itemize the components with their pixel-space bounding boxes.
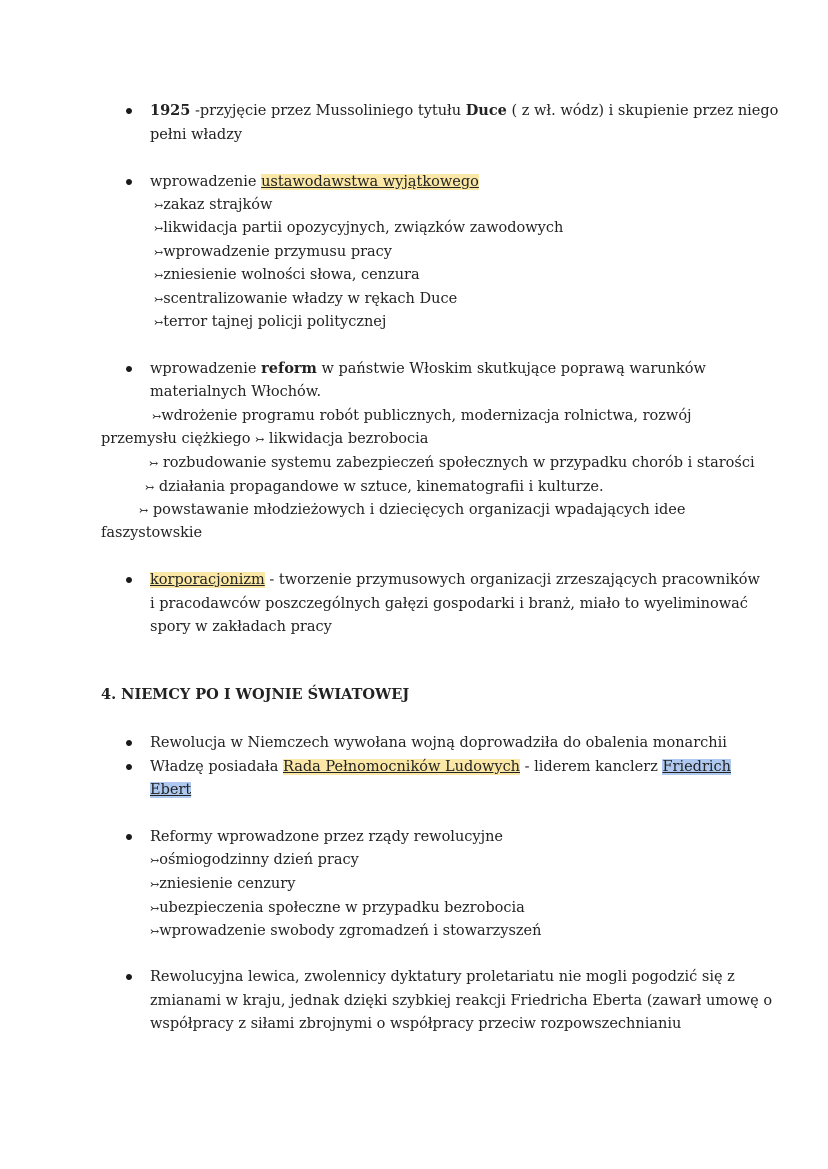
text-ustawodawstwo: wprowadzenie ustawodawstwa wyjątkowego [150,174,479,190]
text-wladza-line1: Władzę posiadała Rada Pełnomocników Ludowych - liderem kanclerz Friedrich [150,759,731,775]
text-wladza-line2 [150,779,191,801]
bullet-reformy [126,834,132,840]
text-lewica-line3: współpracy z siłami zbrojnymi o współpracy przeciw rozpowszechnianiu [150,1016,682,1032]
bullet-ustawodawstwo [126,179,132,185]
sub-item: ↣zakaz strajków [154,197,273,213]
sub-item: ↣wprowadzenie swobody zgromadzeń i stowarzyszeń [150,923,542,939]
text-reformy: Reformy wprowadzone przez rządy rewolucyjne [150,829,504,845]
sub-item: ↣zniesienie cenzury [150,876,296,892]
text-reform-line1: wprowadzenie reform w państwie Włoskim skutkujące poprawą warunków [150,360,706,377]
text-korporacjonizm-line1: korporacjonizm - tworzenie przymusowych organizacji zrzeszających pracowników [150,572,760,588]
sub-item: ↣likwidacja partii opozycyjnych, związków zawodowych [154,220,564,236]
sub-item: ↣zniesienie wolności słowa, cenzura [154,267,420,283]
sub-item: ↣ powstawanie młodzieżowych i dziecięcych organizacji wpadających idee [139,502,686,518]
bullet-reform [126,366,132,372]
bullet-korporacjonizm [126,577,132,583]
text-reform-line2: materialnych Włochów. [150,384,322,400]
sub-item: ↣scentralizowanie władzy w rękach Duce [154,291,458,307]
section-heading: 4. NIEMCY PO I WOJNIE ŚWIATOWEJ [101,686,410,703]
sub-item-continued: faszystowskie [101,525,203,541]
sub-item: ↣wprowadzenie przymusu pracy [154,244,392,260]
highlight-rada: Rada Pełnomocników Ludowych [282,759,521,775]
sub-item-continued: przemysłu ciężkiego ↣ likwidacja bezrobocia [101,431,429,447]
text-lewica-line1: Rewolucyjna lewica, zwolennicy dyktatury proletariatu nie mogli pogodzić się z [150,969,735,985]
sub-item: ↣terror tajnej policji politycznej [154,314,387,330]
bullet-1925 [126,108,132,114]
sub-item: ↣wdrożenie programu robót publicznych, modernizacja rolnictwa, rozwój [152,408,692,424]
sub-item: ↣ działania propagandowe w sztuce, kinematografii i kulturze. [145,479,604,495]
text-1925-line1: 1925 -przyjęcie przez Mussoliniego tytułu Duce ( z wł. wódz) i skupienie przez niego [150,102,779,119]
highlight-ustawodawstwa: ustawodawstwa wyjątkowego [261,174,479,190]
text-1925-line2: pełni władzy [150,127,243,143]
sub-item: ↣ rozbudowanie systemu zabezpieczeń społecznych w przypadku chorób i starości [149,455,755,471]
highlight-korporacjonizm: korporacjonizm [150,572,265,588]
bullet-lewica [126,974,132,980]
bullet-wladza [126,764,132,770]
sub-item: ↣ośmiogodzinny dzień pracy [150,852,359,868]
bullet-rewolucja [126,740,132,746]
highlight-friedrich: Friedrich [662,759,731,775]
text-korporacjonizm-line3: spory w zakładach pracy [150,619,332,635]
text-rewolucja: Rewolucja w Niemczech wywołana wojną doprowadziła do obalenia monarchii [150,735,727,751]
text-lewica-line2: zmianami w kraju, jednak dzięki szybkiej reakcji Friedricha Eberta (zawarł umowę o [150,993,773,1009]
highlight-ebert: Ebert [150,782,192,798]
text-korporacjonizm-line2: i pracodawców poszczególnych gałęzi gospodarki i branż, miało to wyeliminować [150,596,748,612]
sub-item: ↣ubezpieczenia społeczne w przypadku bezrobocia [150,900,525,916]
